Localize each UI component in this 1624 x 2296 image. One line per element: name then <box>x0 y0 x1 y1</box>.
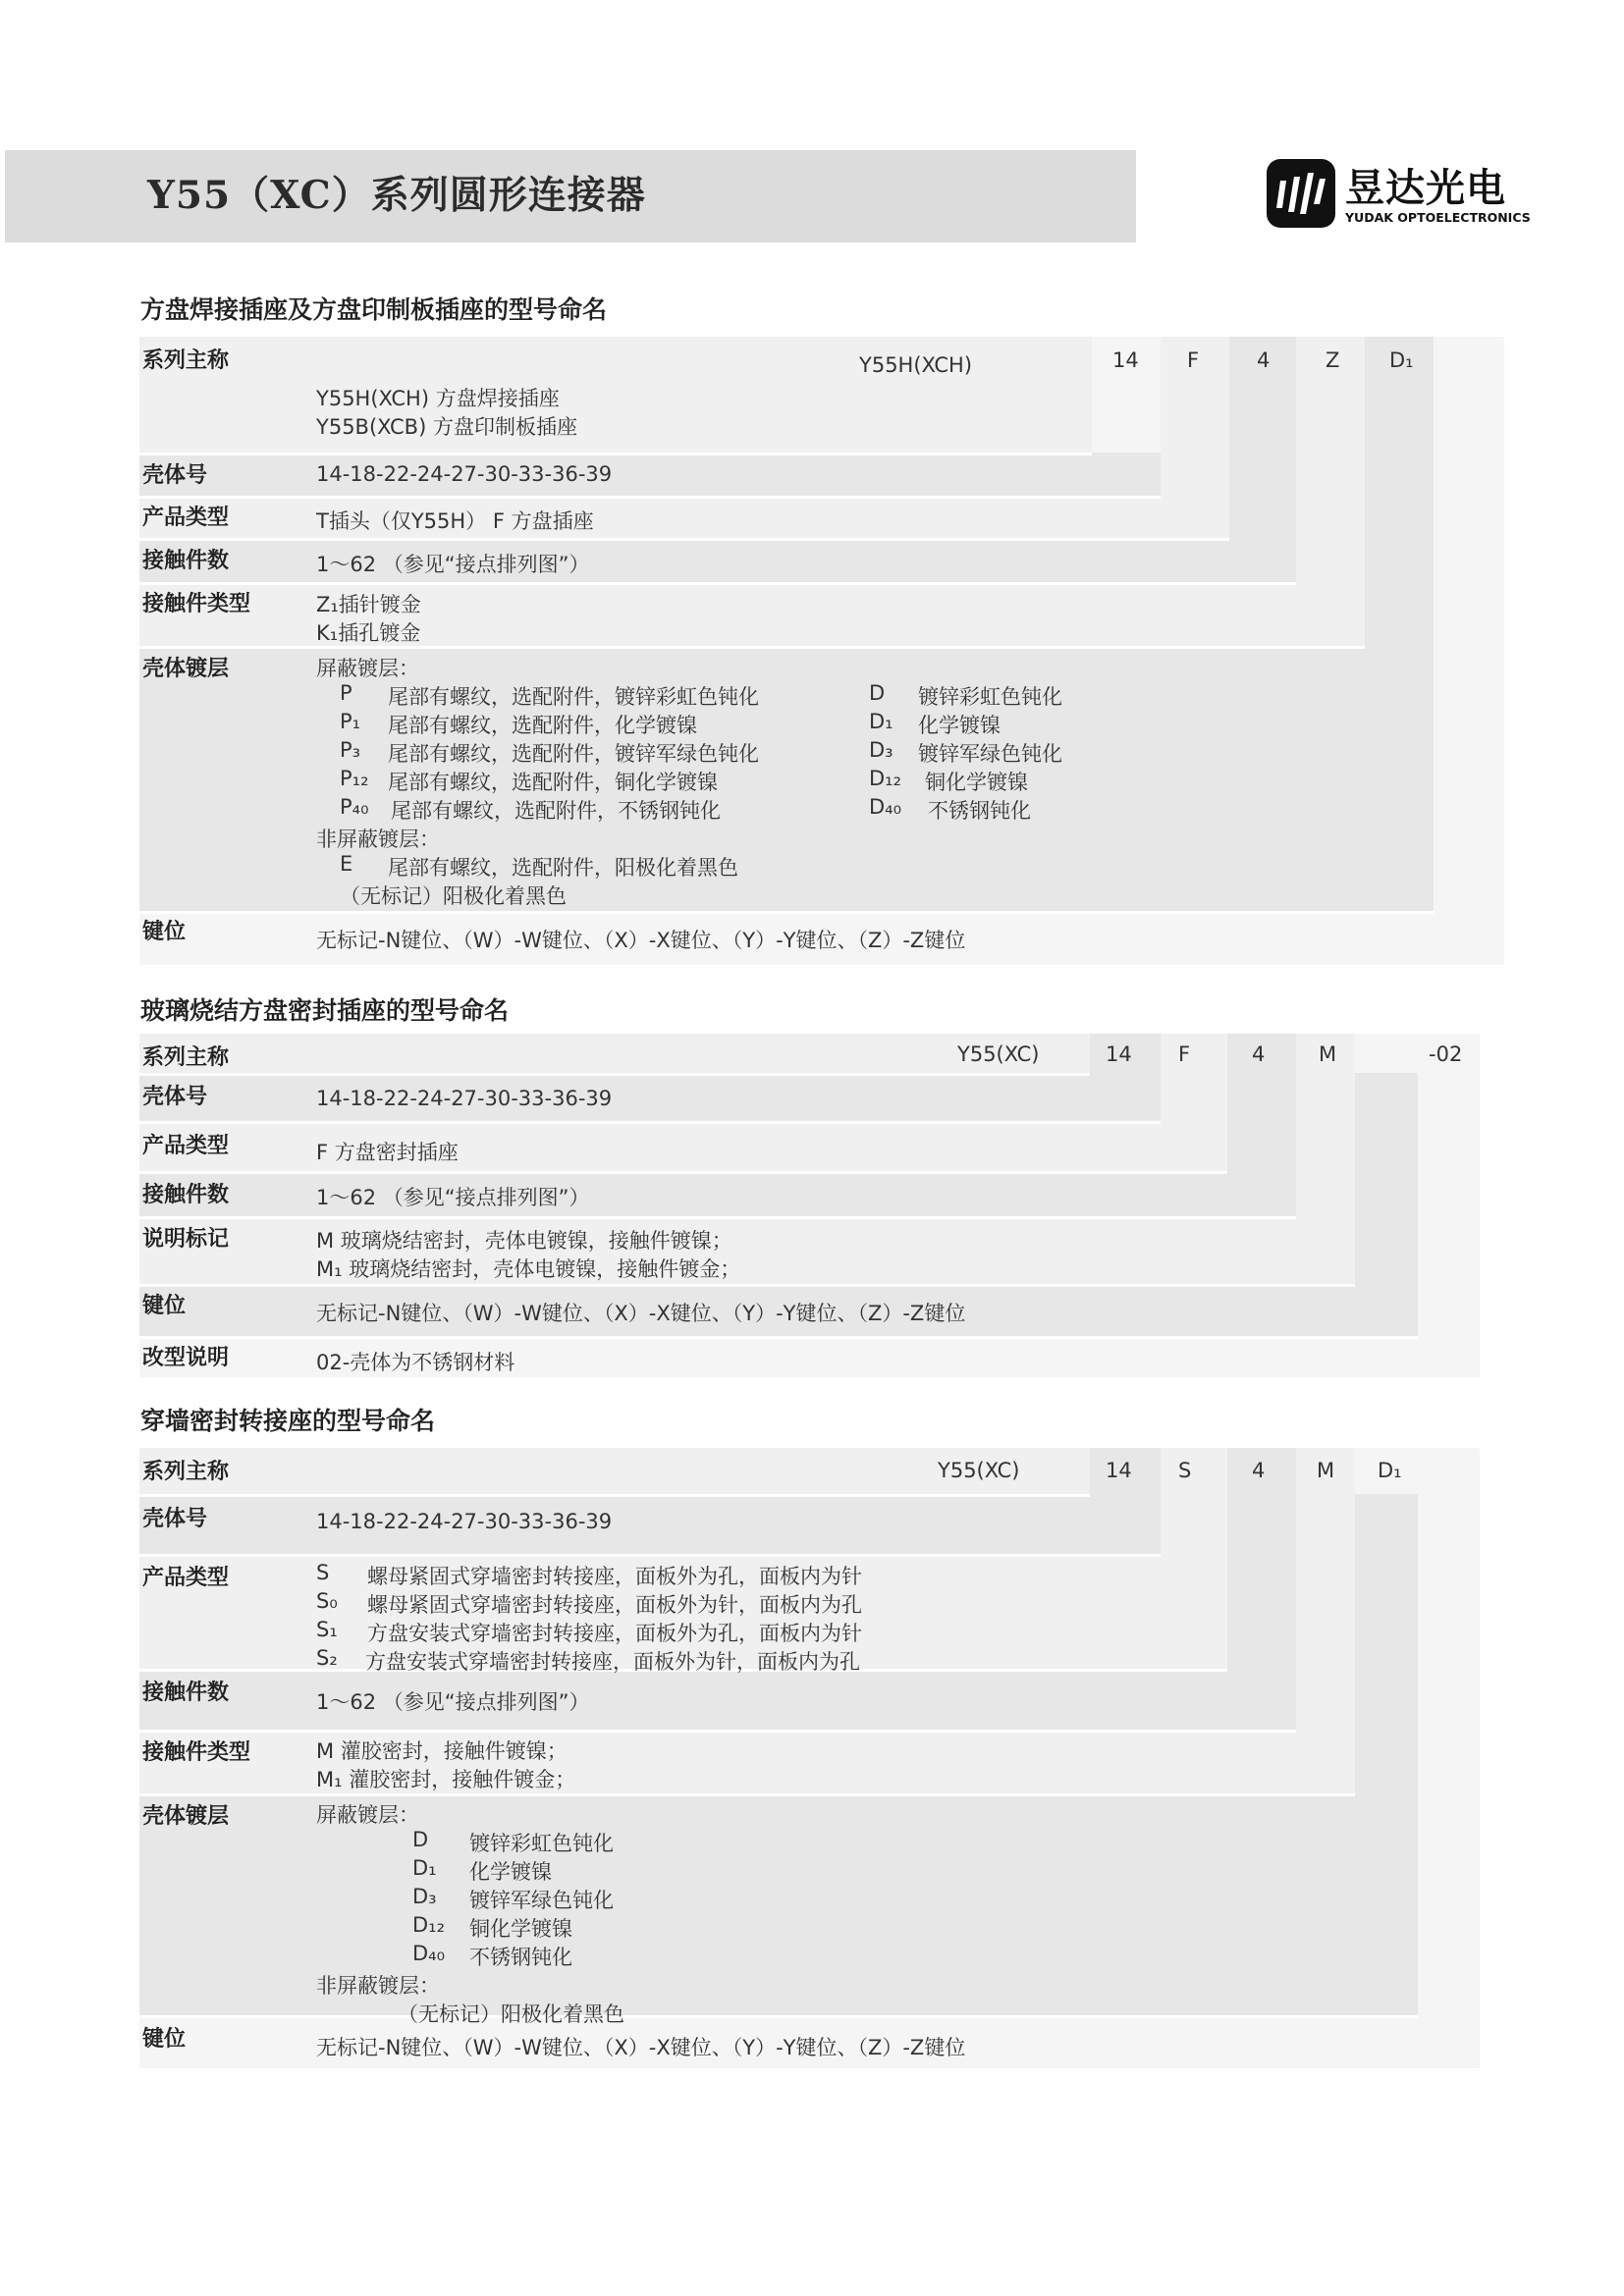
label-type: 产品类型 <box>142 1566 230 1590</box>
mod-values: 02-壳体为不锈钢材料 <box>316 1351 515 1374</box>
label-contact-type: 接触件类型 <box>142 592 251 616</box>
label-series: 系列主称 <box>142 1045 230 1070</box>
label-type: 产品类型 <box>142 1134 230 1158</box>
brand-name-cn: 昱达光电 <box>1345 166 1506 211</box>
plating-code: D₄₀ <box>869 795 902 819</box>
type-code: S₁ <box>316 1618 338 1641</box>
plating-text: 铜化学镀镍 <box>925 771 1028 794</box>
count-values: 1～62 （参见“接点排列图”） <box>316 553 590 576</box>
plating-text: 镀锌军绿色钝化 <box>918 742 1062 766</box>
label-series: 系列主称 <box>142 1460 230 1484</box>
type-code: S₂ <box>316 1646 338 1670</box>
code-type: S <box>1178 1459 1192 1482</box>
code-count: 4 <box>1257 348 1271 372</box>
label-plating: 壳体镀层 <box>142 1804 230 1829</box>
desc-line: M₁ 玻璃烧结密封，壳体电镀镍，接触件镀金； <box>316 1257 741 1281</box>
code-contact-type: Z <box>1326 348 1340 372</box>
plating-text: 铜化学镀镍 <box>469 1917 572 1941</box>
plating-text: 化学镀镍 <box>918 714 1001 737</box>
unmarked-plating: （无标记）阳极化着黑色 <box>340 884 567 908</box>
plating-code: D₃ <box>412 1885 437 1908</box>
plating-code: D <box>869 681 886 705</box>
plating-code: D₁₂ <box>869 767 902 790</box>
plating-code: D₁₂ <box>412 1913 446 1937</box>
plating-code: E <box>340 852 353 876</box>
label-mod: 改型说明 <box>142 1346 230 1370</box>
label-series: 系列主称 <box>142 348 230 373</box>
nonshield-title: 非屏蔽镀层： <box>316 1974 440 1998</box>
plating-text: 镀锌彩虹色钝化 <box>918 685 1062 709</box>
plating-code: D₁ <box>869 710 893 733</box>
key-values: 无标记-N键位、（W）-W键位、（X）-X键位、（Y）-Y键位、（Z）-Z键位 <box>316 1302 966 1325</box>
plating-text: 尾部有螺纹，选配附件，铜化学镀镍 <box>388 771 718 794</box>
page-title: Y55（XC）系列圆形连接器 <box>147 173 646 218</box>
plating-code: D₄₀ <box>412 1942 446 1965</box>
plating-text: 尾部有螺纹，选配附件，不锈钢钝化 <box>391 799 721 823</box>
type-values: T插头（仅Y55H） F 方盘插座 <box>316 509 594 533</box>
key-values: 无标记-N键位、（W）-W键位、（X）-X键位、（Y）-Y键位、（Z）-Z键位 <box>316 2036 966 2059</box>
plating-text: 镀锌军绿色钝化 <box>469 1889 614 1912</box>
code-plating: D₁ <box>1389 348 1414 372</box>
plating-code: D <box>412 1828 429 1851</box>
plating-text: 尾部有螺纹，选配附件，镀锌彩虹色钝化 <box>388 685 759 709</box>
shell-values: 14-18-22-24-27-30-33-36-39 <box>316 462 613 486</box>
label-count: 接触件数 <box>142 549 230 573</box>
plating-text: 尾部有螺纹，选配附件，阳极化着黑色 <box>388 856 738 880</box>
contact-type-line: M 灌胶密封，接触件镀镍； <box>316 1739 568 1763</box>
plating-text: 不锈钢钝化 <box>469 1946 572 1969</box>
code-prefix: Y55H(XCH) <box>859 353 973 377</box>
label-shell: 壳体号 <box>142 1085 208 1109</box>
label-key: 键位 <box>142 2027 187 2052</box>
plating-text: 尾部有螺纹，选配附件，镀锌军绿色钝化 <box>388 742 759 766</box>
plating-text: 镀锌彩虹色钝化 <box>469 1832 614 1855</box>
code-count: 4 <box>1252 1459 1266 1482</box>
brand-name-en: YUDAK OPTOELECTRONICS <box>1345 210 1531 225</box>
code-type: F <box>1187 348 1200 372</box>
plating-code: P <box>340 681 352 705</box>
contact-type-line: K₁插孔镀金 <box>316 621 421 645</box>
label-shell: 壳体号 <box>142 463 208 488</box>
count-values: 1～62 （参见“接点排列图”） <box>316 1186 590 1209</box>
label-key: 键位 <box>142 920 187 944</box>
series-line: Y55B(XCB) 方盘印制板插座 <box>316 415 577 439</box>
code-desc: M <box>1319 1042 1337 1066</box>
code-prefix: Y55(XC) <box>938 1459 1020 1482</box>
type-text: 方盘安装式穿墙密封转接座，面板外为针，面板内为孔 <box>365 1650 860 1674</box>
code-mod: -02 <box>1429 1042 1463 1066</box>
label-desc: 说明标记 <box>142 1227 230 1252</box>
plating-code: P₃ <box>340 738 361 762</box>
label-plating: 壳体镀层 <box>142 657 230 681</box>
code-count: 4 <box>1252 1042 1266 1066</box>
plating-code: D₁ <box>412 1856 437 1880</box>
code-shell: 14 <box>1106 1459 1132 1482</box>
brand-logo-icon <box>1267 159 1335 228</box>
plating-code: D₃ <box>869 738 893 762</box>
type-text: 螺母紧固式穿墙密封转接座，面板外为针，面板内为孔 <box>367 1593 862 1617</box>
count-values: 1～62 （参见“接点排列图”） <box>316 1690 590 1714</box>
unmarked-plating: （无标记）阳极化着黑色 <box>398 2002 624 2026</box>
contact-type-line: Z₁插针镀金 <box>316 593 421 616</box>
section-title-2: 玻璃烧结方盘密封插座的型号命名 <box>140 996 510 1025</box>
code-plating: D₁ <box>1378 1459 1402 1482</box>
plating-text: 化学镀镍 <box>469 1860 552 1884</box>
shell-values: 14-18-22-24-27-30-33-36-39 <box>316 1087 613 1110</box>
label-count: 接触件数 <box>142 1183 230 1207</box>
code-type: F <box>1178 1042 1191 1066</box>
nonshield-title: 非屏蔽镀层： <box>316 828 440 851</box>
type-code: S₀ <box>316 1589 338 1613</box>
plating-code: P₁ <box>340 710 361 733</box>
code-shell: 14 <box>1112 348 1139 372</box>
shell-values: 14-18-22-24-27-30-33-36-39 <box>316 1510 613 1533</box>
type-text: 螺母紧固式穿墙密封转接座，面板外为孔，面板内为针 <box>367 1565 862 1588</box>
series-line: Y55H(XCH) 方盘焊接插座 <box>316 387 560 410</box>
label-count: 接触件数 <box>142 1681 230 1705</box>
type-values: F 方盘密封插座 <box>316 1141 459 1164</box>
plating-code: P₁₂ <box>340 767 369 790</box>
code-contact-type: M <box>1317 1459 1335 1482</box>
desc-line: M 玻璃烧结密封，壳体电镀镍，接触件镀镍； <box>316 1229 732 1253</box>
label-key: 键位 <box>142 1294 187 1318</box>
label-shell: 壳体号 <box>142 1507 208 1531</box>
label-contact-type: 接触件类型 <box>142 1740 251 1765</box>
key-values: 无标记-N键位、（W）-W键位、（X）-X键位、（Y）-Y键位、（Z）-Z键位 <box>316 929 966 952</box>
contact-type-line: M₁ 灌胶密封，接触件镀金； <box>316 1768 576 1791</box>
label-type: 产品类型 <box>142 506 230 530</box>
code-prefix: Y55(XC) <box>957 1042 1040 1066</box>
type-text: 方盘安装式穿墙密封转接座，面板外为孔，面板内为针 <box>367 1622 862 1645</box>
plating-code: P₄₀ <box>340 795 369 819</box>
plating-text: 不锈钢钝化 <box>928 799 1031 823</box>
code-shell: 14 <box>1106 1042 1132 1066</box>
shield-title: 屏蔽镀层： <box>316 657 419 680</box>
plating-text: 尾部有螺纹，选配附件，化学镀镍 <box>388 714 697 737</box>
section-title-3: 穿墙密封转接座的型号命名 <box>140 1407 436 1435</box>
type-code: S <box>316 1561 330 1584</box>
section-title-1: 方盘焊接插座及方盘印制板插座的型号命名 <box>140 295 608 324</box>
shield-title: 屏蔽镀层： <box>316 1803 419 1827</box>
